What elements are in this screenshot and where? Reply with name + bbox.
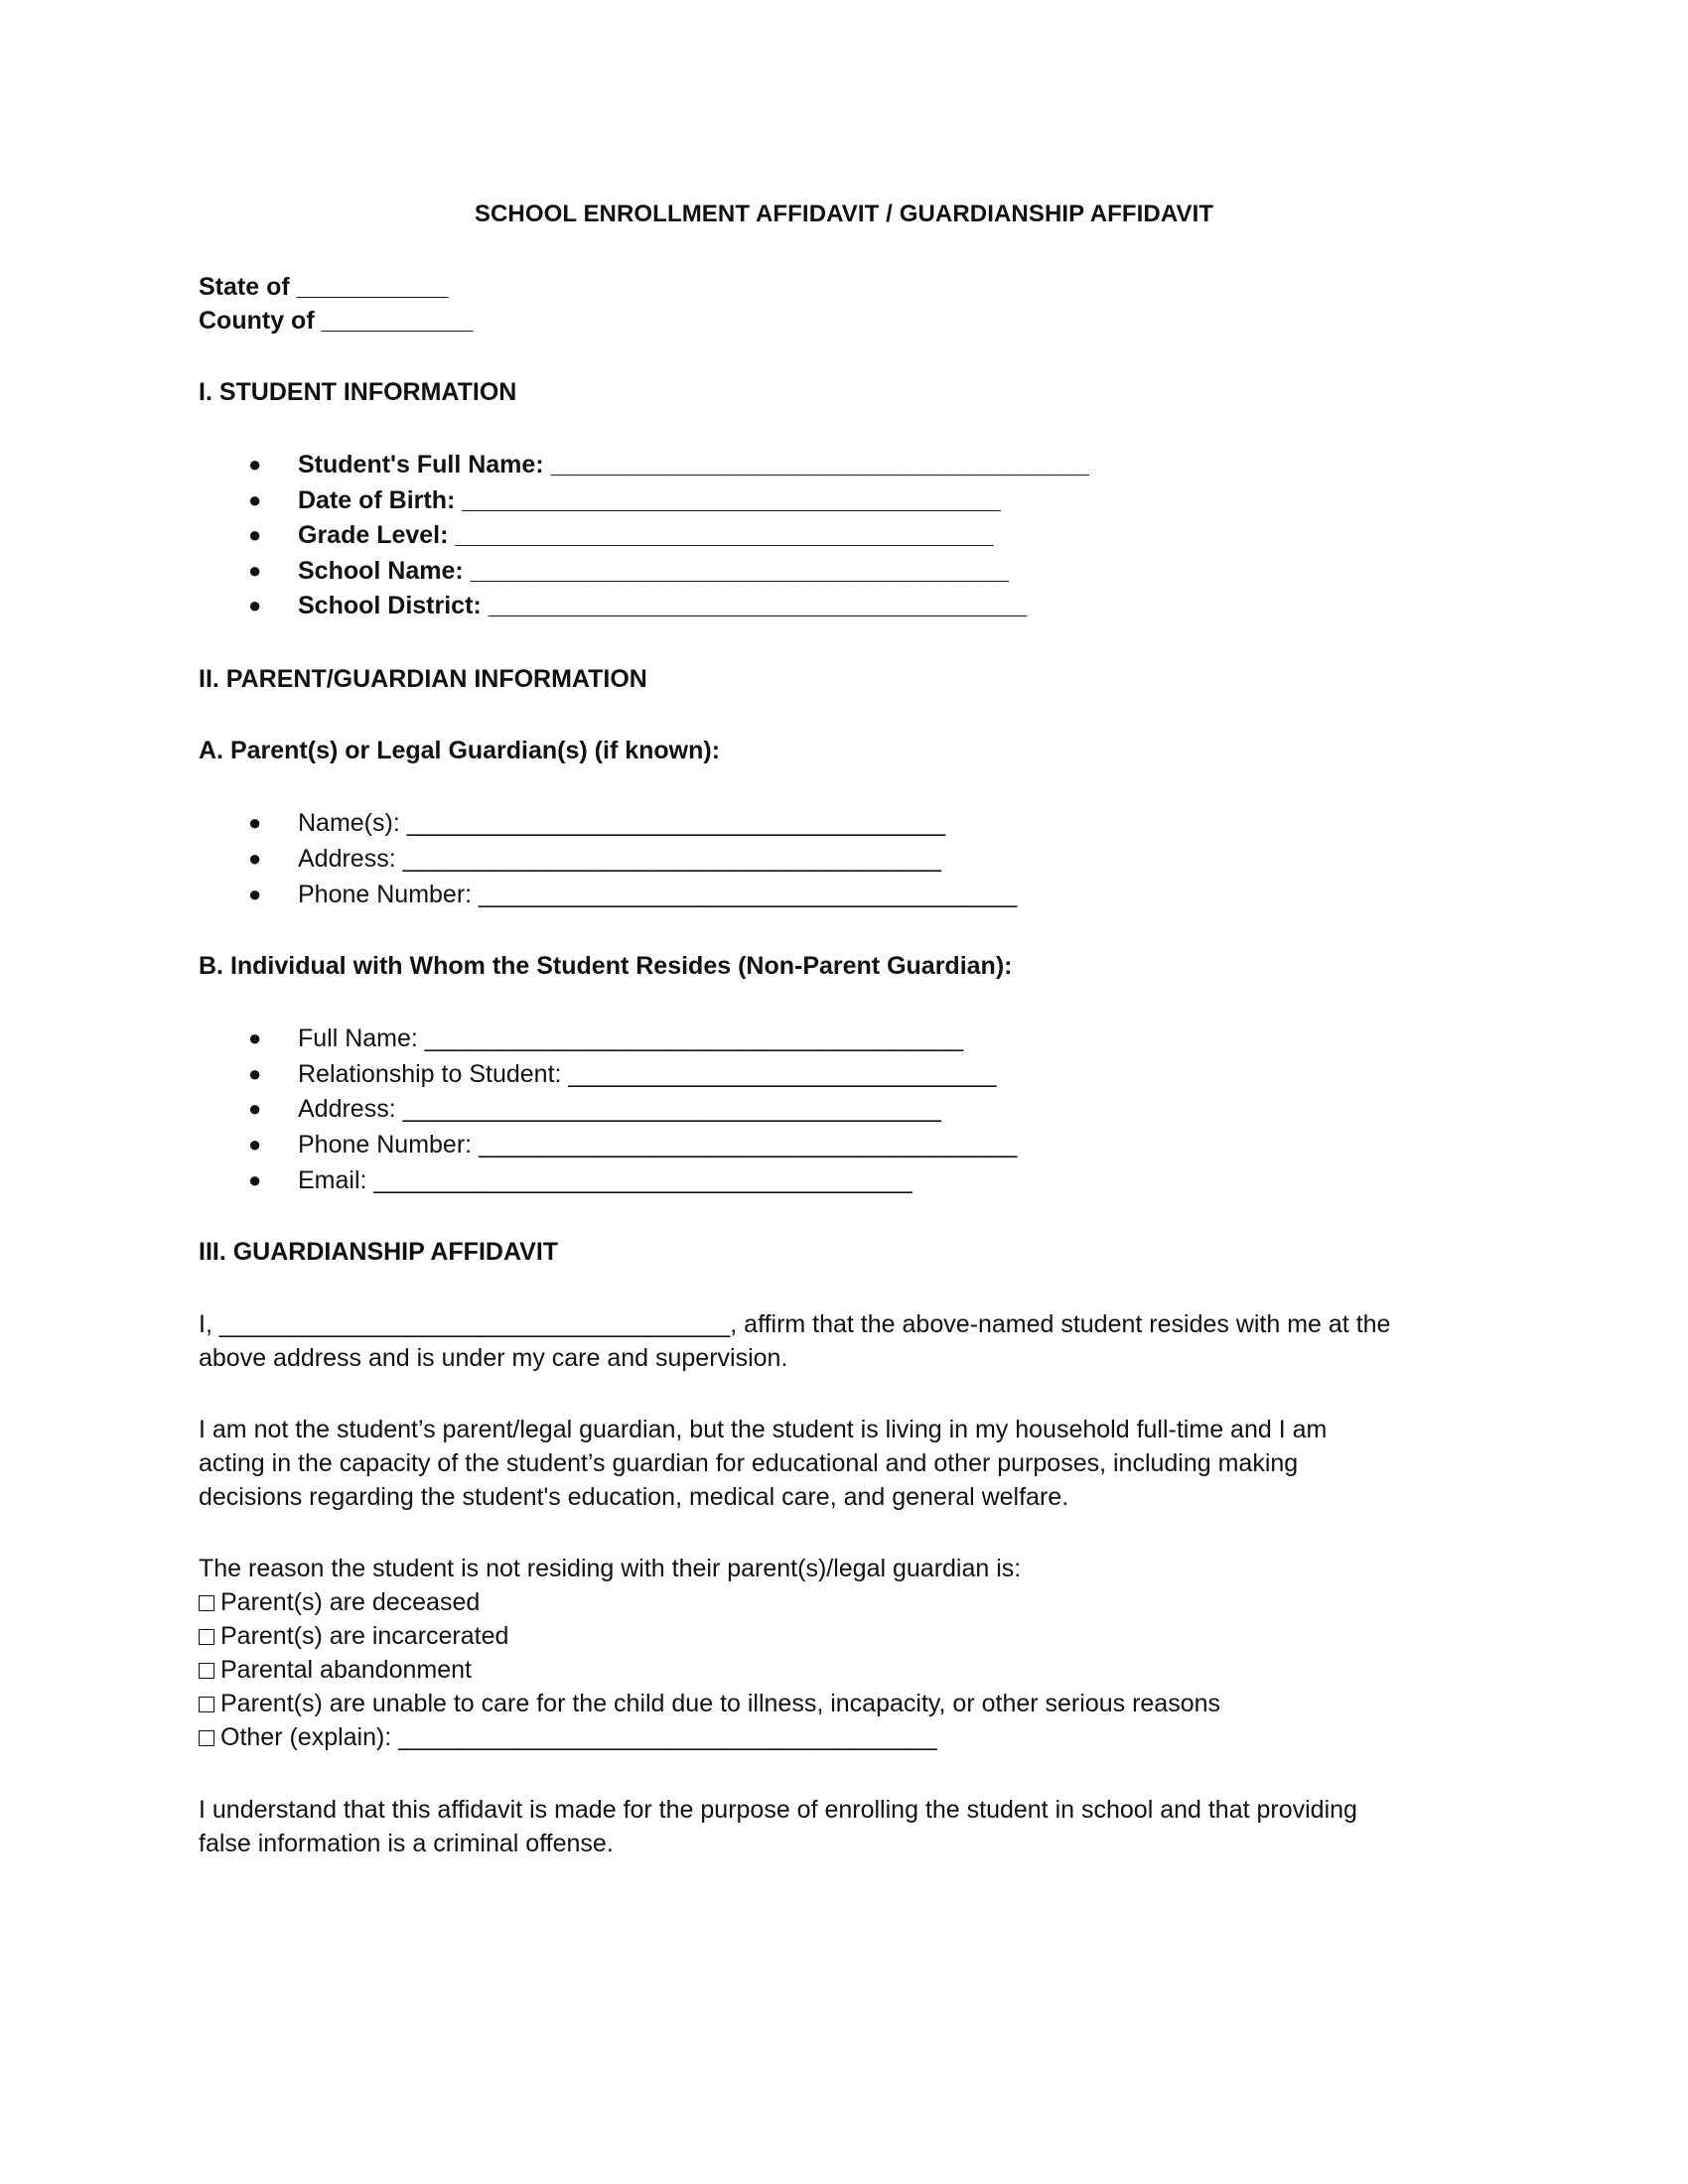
bullet-icon: ● [248, 882, 262, 906]
field-label: Grade Level: _______________________________________ [298, 521, 994, 549]
affirmation-line-2: above address and is under my care and supervision. [199, 1344, 788, 1372]
affirmation-line-1[interactable]: I, _____________________________________, affirm that the above-named student resides with me at the [199, 1310, 1391, 1338]
field-label: School Name: _______________________________________ [298, 557, 1009, 585]
reason-incarcerated-option[interactable] [199, 1619, 508, 1653]
bullet-icon: ● [248, 452, 262, 477]
bullet-icon: ● [248, 1096, 262, 1121]
field-label: Student's Full Name: _______________________________________ [298, 451, 1089, 478]
bullet-icon: ● [248, 1167, 262, 1192]
field-label: Address: _______________________________________ [298, 845, 941, 873]
bullet-icon: ● [248, 1061, 262, 1086]
section-2-heading: II. PARENT/GUARDIAN INFORMATION [199, 665, 647, 693]
section-3-heading: III. GUARDIANSHIP AFFIDAVIT [199, 1238, 559, 1266]
statement-line-2: acting in the capacity of the student’s guardian for educational and other purposes, including making [199, 1449, 1299, 1477]
bullet-icon: ● [248, 558, 262, 583]
bullet-icon: ● [248, 1132, 262, 1157]
reason-unable-option[interactable] [199, 1687, 1220, 1720]
section-2b-heading: B. Individual with Whom the Student Resides (Non-Parent Guardian): [199, 952, 1013, 980]
field-label: School District: _______________________________________ [298, 592, 1027, 619]
bullet-icon: ● [248, 593, 262, 617]
field-label: Name(s): _______________________________________ [298, 809, 945, 837]
document-title: SCHOOL ENROLLMENT AFFIDAVIT / GUARDIANSHIP AFFIDAVIT [474, 201, 1214, 227]
bullet-icon: ● [248, 522, 262, 547]
reason-intro: The reason the student is not residing with their parent(s)/legal guardian is: [199, 1555, 1022, 1582]
statement-line-1: I am not the student’s parent/legal guardian, but the student is living in my household full-time and I am [199, 1416, 1328, 1443]
section-2a-heading: A. Parent(s) or Legal Guardian(s) (if known): [199, 737, 721, 764]
checkbox-icon[interactable] [199, 1629, 214, 1645]
option-label: Other (explain): _______________________________________ [220, 1723, 937, 1751]
field-label: Email: _______________________________________ [298, 1166, 913, 1194]
bullet-icon: ● [248, 1025, 262, 1050]
field-label: Phone Number: _______________________________________ [298, 1131, 1018, 1159]
section-1-heading: I. STUDENT INFORMATION [199, 378, 517, 406]
option-label: Parent(s) are deceased [220, 1588, 481, 1616]
understanding-line-1: I understand that this affidavit is made for the purpose of enrolling the student in school and that providing [199, 1796, 1357, 1824]
field-label: Address: _______________________________________ [298, 1095, 941, 1123]
checkbox-icon[interactable] [199, 1697, 214, 1712]
reason-other-option[interactable] [199, 1720, 936, 1754]
county-line[interactable]: County of ___________ [199, 307, 474, 335]
bullet-icon: ● [248, 487, 262, 512]
field-label: Full Name: _______________________________________ [298, 1024, 964, 1052]
field-label: Date of Birth: _______________________________________ [298, 486, 1001, 514]
field-label: Relationship to Student: _______________________________ [298, 1060, 997, 1088]
option-label: Parent(s) are unable to care for the child due to illness, incapacity, or other serious reasons [220, 1690, 1221, 1717]
bullet-icon: ● [248, 810, 262, 835]
bullet-icon: ● [248, 846, 262, 871]
checkbox-icon[interactable] [199, 1730, 214, 1746]
reason-abandonment-option[interactable] [199, 1653, 472, 1687]
checkbox-icon[interactable] [199, 1595, 214, 1611]
statement-line-3: decisions regarding the student's education, medical care, and general welfare. [199, 1483, 1069, 1511]
field-label: Phone Number: _______________________________________ [298, 881, 1018, 908]
option-label: Parental abandonment [220, 1656, 472, 1684]
checkbox-icon[interactable] [199, 1663, 214, 1679]
understanding-line-2: false information is a criminal offense. [199, 1830, 614, 1857]
reason-deceased-option[interactable] [199, 1585, 480, 1619]
option-label: Parent(s) are incarcerated [220, 1622, 509, 1650]
state-line[interactable]: State of ___________ [199, 273, 449, 301]
